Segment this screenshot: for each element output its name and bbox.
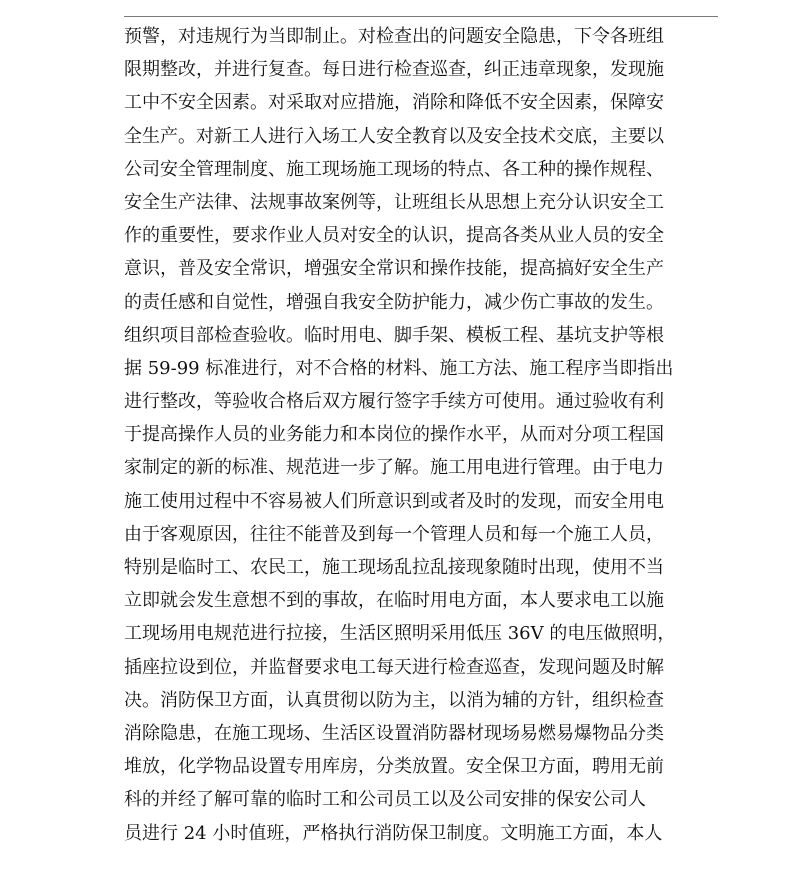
text-line: 家制定的新的标准、规范进一步了解。施工用电进行管理。由于电力 — [124, 457, 664, 479]
text-line: 组织项目部检查验收。临时用电、脚手架、模板工程、基坑支护等根 — [124, 324, 664, 346]
header-divider — [124, 16, 718, 17]
text-line: 作的重要性，要求作业人员对安全的认识，提高各类从业人员的安全 — [124, 225, 664, 247]
text-line: 进行整改，等验收合格后双方履行签字手续方可使用。通过验收有利 — [124, 391, 664, 413]
text-line: 据 59-99 标准进行，对不合格的材料、施工方法、施工程序当即指出 — [124, 357, 674, 379]
text-line: 工中不安全因素。对采取对应措施，消除和降低不安全因素，保障安 — [124, 92, 664, 114]
text-line: 公司安全管理制度、施工现场施工现场的特点、各工种的操作规程、 — [124, 158, 664, 180]
text-line: 施工使用过程中不容易被人们所意识到或者及时的发现，而安全用电 — [124, 490, 664, 512]
text-line: 消除隐患，在施工现场、生活区设置消防器材现场易燃易爆物品分类 — [124, 722, 664, 744]
text-line: 立即就会发生意想不到的事故，在临时用电方面，本人要求电工以施 — [124, 590, 664, 612]
text-line: 由于客观原因，往往不能普及到每一个管理人员和每一个施工人员， — [124, 523, 664, 545]
text-line: 的责任感和自觉性，增强自我安全防护能力，减少伤亡事故的发生。 — [124, 291, 664, 313]
text-line: 堆放，化学物品设置专用库房，分类放置。安全保卫方面，聘用无前 — [124, 756, 664, 778]
text-line: 全生产。对新工人进行入场工人安全教育以及安全技术交底，主要以 — [124, 125, 664, 147]
body-text — [124, 20, 724, 850]
text-line: 工现场用电规范进行拉接，生活区照明采用低压 36V 的电压做照明， — [124, 623, 676, 645]
text-line: 限期整改，并进行复查。每日进行检查巡查，纠正违章现象，发现施 — [124, 59, 664, 81]
text-line: 决。消防保卫方面，认真贯彻以防为主，以消为辅的方针，组织检查 — [124, 689, 664, 711]
text-line: 于提高操作人员的业务能力和本岗位的操作水平，从而对分项工程国 — [124, 424, 664, 446]
text-line: 特别是临时工、农民工，施工现场乱拉乱接现象随时出现，使用不当 — [124, 557, 664, 578]
text-line: 安全生产法律、法规事故案例等，让班组长从思想上充分认识安全工 — [124, 191, 664, 213]
text-line: 插座拉设到位，并监督要求电工每天进行检查巡查，发现问题及时解 — [124, 656, 664, 678]
text-line: 科的并经了解可靠的临时工和公司员工以及公司安排的保安公司人 — [124, 789, 646, 811]
text-line: 员进行 24 小时值班，严格执行消防保卫制度。文明施工方面，本人 — [124, 822, 663, 844]
text-line: 预警，对违规行为当即制止。对检查出的问题安全隐患，下令各班组 — [124, 26, 664, 47]
text-line: 意识，普及安全常识，增强安全常识和操作技能，提高搞好安全生产 — [124, 258, 664, 280]
